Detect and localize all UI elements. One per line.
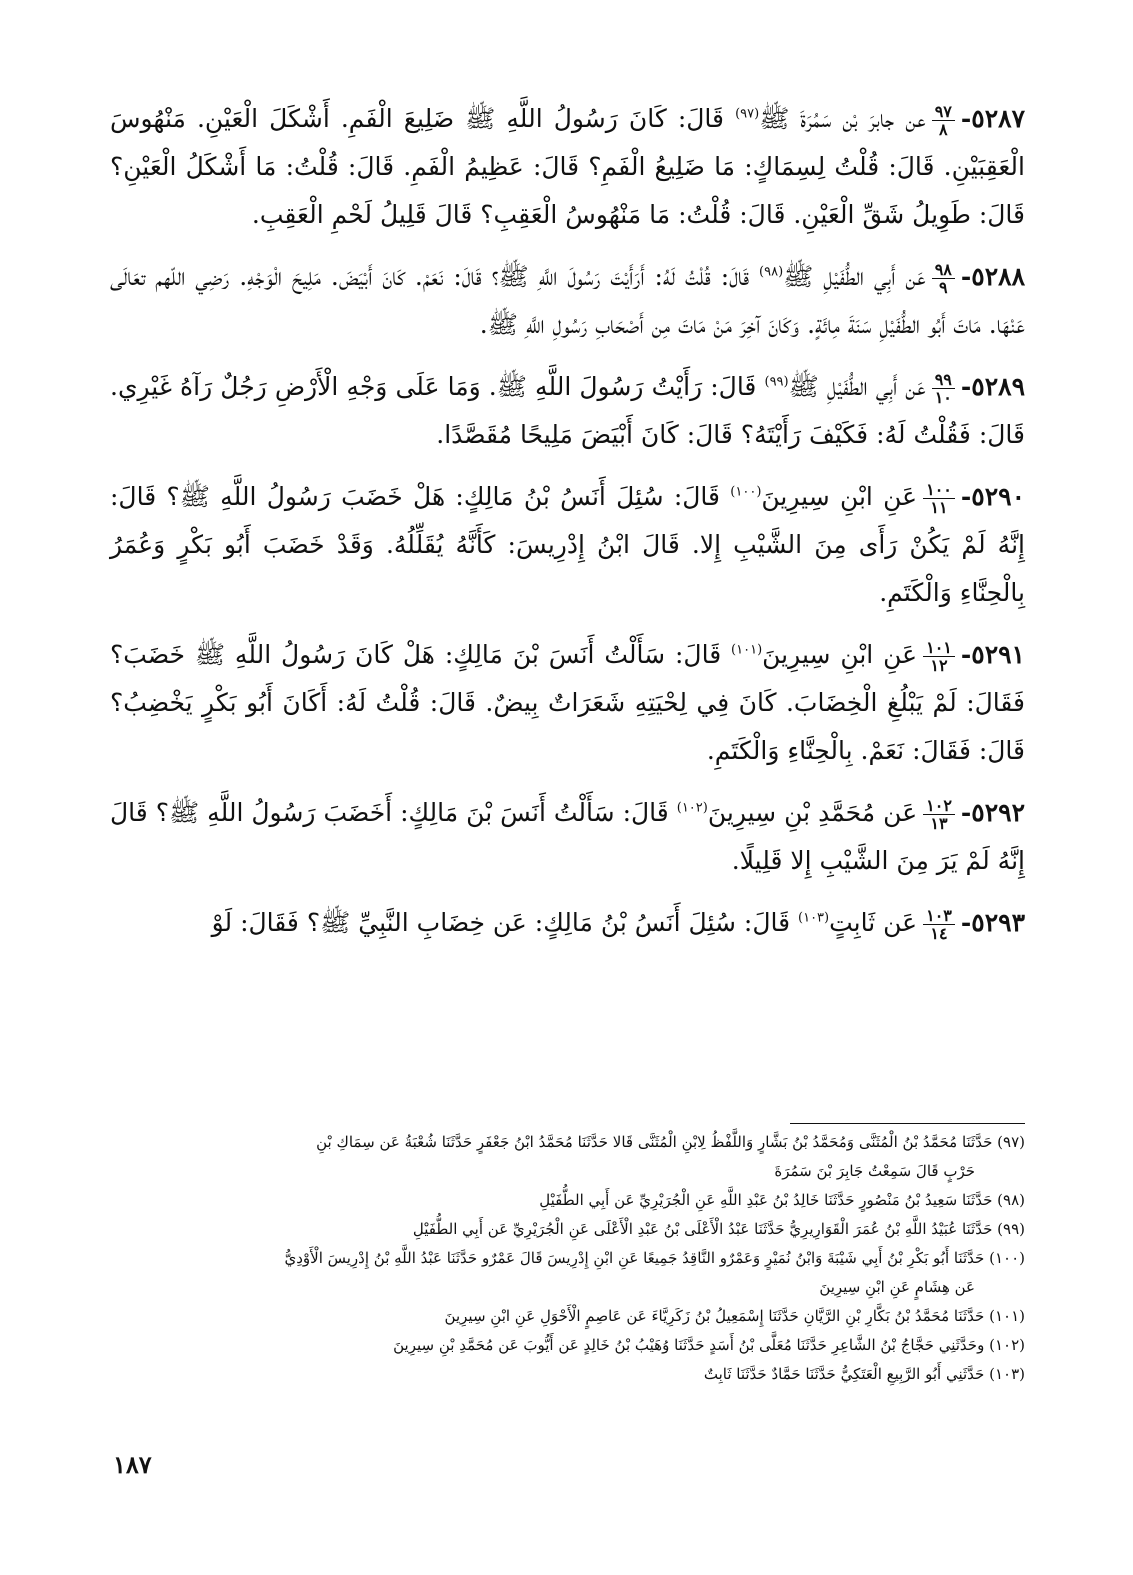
cross-reference-fraction: $\frac{٩٧}{٨}$	[932, 103, 955, 138]
hadith-number: ٥٢٨٨-	[960, 262, 1025, 291]
footnote-100	[110, 1244, 1025, 1302]
narrator: عَنِ ابْنِ سِيرِينَ	[762, 640, 918, 669]
footnote-number: (١٠٠)	[989, 1249, 1025, 1267]
footnote-ref[interactable]: (١٠٠)	[730, 484, 762, 500]
footnote-102	[110, 1331, 1025, 1360]
narrator: عن جابرَ بْن سَمُرَةَ ﷺ	[759, 104, 926, 133]
footnote-number: (٩٧)	[997, 1133, 1025, 1151]
footnote-text: حَدَّثَنَا أَبُو بَكْرِ بْنُ أَبِي شَيْبَةَ وَابْنُ نُمَيْرٍ وَعَمْرٌو النَّاقِدُ جَمِيعًا عَنِ ابْنِ إِدْرِيسَ قَالَ عَمْرٌو حَدَّثَنَا عَبْدُ اللَّهِ بْنُ إِدْرِيسَ الْأَوْدِيُّ	[284, 1249, 985, 1267]
footnote-number: (١٠٢)	[989, 1336, 1025, 1354]
footnote-ref[interactable]: (١٠٣)	[798, 910, 830, 926]
hadith-5290	[110, 473, 1025, 617]
hadith-number: ٥٢٨٧-	[960, 104, 1025, 133]
hadith-number: ٥٢٩٣-	[960, 908, 1025, 937]
footnote-98	[110, 1186, 1025, 1215]
footnote-text: وحَدَّثَنِي حَجَّاجُ بْنُ الشَّاعِرِ حَدَّثَنَا مُعَلَّى بْنُ أَسَدٍ حَدَّثَنَا وُهَيْبُ بْنُ خَالِدٍ عَن أَيُّوبَ عَن مُحَمَّدِ بْنِ سِيرِينَ	[393, 1336, 985, 1354]
footnote-text: حَدَّثَنِي أَبُو الرَّبِيعِ الْعَتَكِيُّ حَدَّثَنَا حَمَّادٌ حَدَّثَنَا ثَابِتٌ	[703, 1365, 985, 1383]
hadith-number: ٥٢٩٠-	[960, 482, 1025, 511]
footnote-divider	[790, 1123, 1025, 1124]
hadith-text: قَالَ: سَأَلْتُ أَنَسَ بْنَ مَالِكٍ: هَلْ كَانَ رَسُولُ اللَّهِ ﷺ خَضَبَ؟ فَقَالَ: لَمْ يَبْلُغِ الْخِضَابَ. كَانَ فِي لِحْيَتِهِ شَعَرَاتٌ بِيضٌ. قَالَ: قُلْتُ لَهُ: أَكَانَ أَبُو بَكْرٍ يَخْضِبُ؟ قَالَ: فَقَالَ: نَعَمْ. بِالْحِنَّاءِ وَالْكَتَمِ.	[110, 640, 1025, 765]
cross-reference-fraction: $\frac{١٠٠}{١١}$	[923, 481, 955, 516]
cross-reference-fraction: $\frac{١٠٣}{١٤}$	[923, 907, 955, 942]
page-number: ١٨٧	[113, 1450, 152, 1479]
hadith-number: ٥٢٩١-	[960, 640, 1025, 669]
footnote-ref[interactable]: (٩٨)	[759, 264, 784, 280]
main-text	[110, 95, 1025, 961]
footnote-continuation: عَن هِشَامٍ عَنِ ابْنِ سِيرِينَ	[819, 1278, 975, 1296]
footnote-ref[interactable]: (٩٩)	[764, 374, 789, 390]
hadith-5287	[110, 95, 1025, 239]
hadith-5292	[110, 789, 1025, 885]
footnote-ref[interactable]: (٩٧)	[735, 106, 760, 122]
footnote-ref[interactable]: (١٠١)	[731, 642, 763, 658]
narrator: عَنِ ابْنِ سِيرِينَ	[761, 482, 918, 511]
hadith-number: ٥٢٨٩-	[960, 372, 1025, 401]
footnote-97	[110, 1128, 1025, 1186]
footnote-number: (١٠٣)	[989, 1365, 1025, 1383]
footnote-text: حَدَّثَنَا سَعِيدُ بْنُ مَنْصُورٍ حَدَّثَنَا خَالِدُ بْنُ عَبْدِ اللَّهِ عَنِ الْجُرَيْرِيِّ عَن أَبِي الطُّفَيْلِ	[539, 1191, 993, 1209]
footnote-number: (٩٨)	[997, 1191, 1025, 1209]
footnote-text: حَدَّثَنَا مُحَمَّدُ بْنُ الْمُثَنَّى وَمُحَمَّدُ بْنُ بَشَّارٍ وَاللَّفْظُ لِابْنِ الْمُثَنَّى قَالا حَدَّثَنَا مُحَمَّدُ ابْنُ جَعْفَرٍ حَدَّثَنَا شُعْبَةُ عَن سِمَاكِ بْنِ	[316, 1133, 993, 1151]
cross-reference-fraction: $\frac{١٠٢}{١٣}$	[923, 797, 955, 832]
cross-reference-fraction: $\frac{٩٨}{٩}$	[932, 261, 955, 296]
narrator: عَن مُحَمَّدِ بْنِ سِيرِينَ	[707, 798, 918, 827]
footnote-continuation: حَرْبٍ قَالَ سَمِعْتُ جَابِرَ بْنَ سَمُرَةَ	[774, 1162, 975, 1180]
footnote-99	[110, 1215, 1025, 1244]
footnote-ref[interactable]: (١٠٢)	[676, 800, 708, 816]
footnote-101	[110, 1302, 1025, 1331]
hadith-text: قَالَ: كَانَ رَسُولُ اللَّهِ ﷺ ضَلِيعَ الْفَمِ. أَشْكَلَ الْعَيْنِ. مَنْهُوسَ الْعَقِبَيْنِ. قَالَ: قُلْتُ لِسِمَاكٍ: مَا ضَلِيعُ الْفَمِ؟ قَالَ: عَظِيمُ الْفَمِ. قَالَ: قُلْتُ: مَا أَشْكَلُ الْعَيْنِ؟ قَالَ: طَوِيلُ شَقِّ الْعَيْنِ. قَالَ: قُلْتُ: مَا مَنْهُوسُ الْعَقِبِ؟ قَالَ قَلِيلُ لَحْمِ الْعَقِبِ.	[110, 104, 1025, 229]
hadith-text: قَالَ: سُئِلَ أَنَسُ بْنُ مَالِكٍ: هَلْ خَضَبَ رَسُولُ اللَّهِ ﷺ؟ قَالَ: إِنَّهُ لَمْ يَكُنْ رَأَى مِنَ الشَّيْبِ إِلا. قَالَ ابْنُ إِدْرِيسَ: كَأَنَّهُ يُقَلِّلُهُ. وَقَدْ خَضَبَ أَبُو بَكْرٍ وَعُمَرُ بِالْحِنَّاءِ وَالْكَتَمِ.	[110, 482, 1025, 607]
narrator: عَن أَبِي الطُّفَيْلِ ﷺ	[788, 372, 926, 401]
hadith-text: قَالَ: سُئِلَ أَنَسُ بْنُ مَالِكٍ: عَن خِضَابِ النَّبِيِّ ﷺ؟ فَقَالَ: لَوْ	[211, 908, 791, 937]
footnotes	[110, 1128, 1025, 1389]
footnote-103	[110, 1360, 1025, 1389]
hadith-5289	[110, 363, 1025, 459]
footnote-text: حَدَّثَنَا عُبَيْدُ اللَّهِ بْنُ عُمَرَ الْقَوَارِيرِيُّ حَدَّثَنَا عَبْدُ الْأَعْلَى بْنُ عَبْدِ الْأَعْلَى عَنِ الْجُرَيْرِيِّ عَن أَبِي الطُّفَيْلِ	[412, 1220, 993, 1238]
footnote-text: حَدَّثَنَا مُحَمَّدُ بْنُ بَكَّارِ بْنِ الرَّيَّانِ حَدَّثَنَا إِسْمَعِيلُ بْنُ زَكَرِيَّاءَ عَن عَاصِمٍ الْأَحْوَلِ عَنِ ابْنِ سِيرِينَ	[444, 1307, 985, 1325]
narrator: عَن ثَابِتٍ	[829, 908, 918, 937]
footnote-number: (٩٩)	[997, 1220, 1025, 1238]
cross-reference-fraction: $\frac{٩٩}{١٠}$	[932, 371, 955, 406]
hadith-text: قَالَ: سَأَلْتُ أَنَسَ بْنَ مَالِكٍ: أَخَضَبَ رَسُولُ اللَّهِ ﷺ؟ قَالَ إِنَّهُ لَمْ يَرَ مِنَ الشَّيْبِ إِلا قَلِيلًا.	[110, 798, 1025, 875]
hadith-5288	[110, 253, 1025, 349]
hadith-number: ٥٢٩٢-	[960, 798, 1026, 827]
footnote-number: (١٠١)	[989, 1307, 1025, 1325]
narrator: عَن أَبِي الطُّفَيْلِ ﷺ	[783, 262, 926, 291]
hadith-text: قَالَ: رَأَيْتُ رَسُولَ اللَّهِ ﷺ. وَمَا عَلَى وَجْهِ الْأَرْضِ رَجُلٌ رَآهُ غَيْرِي. قَالَ: فَقُلْتُ لَهُ: فَكَيْفَ رَأَيْتَهُ؟ قَالَ: كَانَ أَبْيَضَ مَلِيحًا مُقَصَّدًا.	[110, 372, 1025, 449]
hadith-text: قَالَ: قُلْتُ لَهُ: أَرَأَيْتَ رَسُولَ اللَّهِ ﷺ؟ قَالَ: نَعَمْ. كَانَ أَبْيَضَ. مَلِيحَ الْوَجْهِ. رَضِي اللّهم تعَالَى عَنْهَا. مَاتَ أَبُو الطُّفَيْلِ سَنَةَ مِائَةٍ. وَكَانَ آخِرَ مَنْ مَاتَ مِن أَصْحَابِ رَسُولِ اللَّهِ ﷺ.	[110, 262, 1025, 339]
cross-reference-fraction: $\frac{١٠١}{١٢}$	[923, 639, 955, 674]
hadith-5293	[110, 899, 1025, 947]
hadith-5291	[110, 631, 1025, 775]
